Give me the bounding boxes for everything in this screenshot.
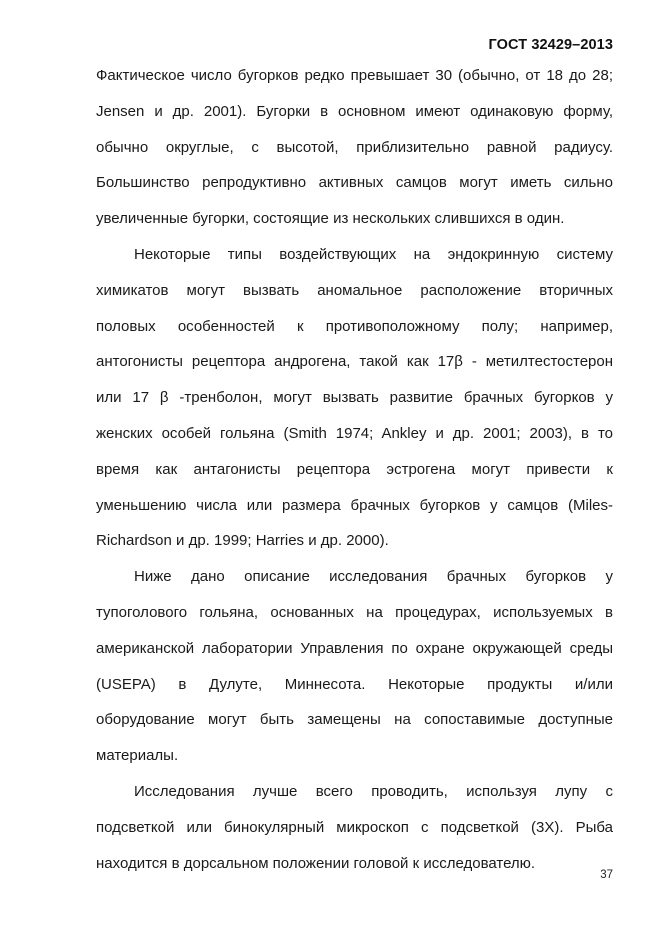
text-line: материалы. <box>96 747 179 765</box>
text-line: антогонисты рецептора андрогена, такой как 17β - метилтестостерон <box>96 353 613 371</box>
body-text <box>96 58 613 881</box>
page-header-standard: ГОСТ 32429–2013 <box>488 37 613 53</box>
text-line: подсветкой или бинокулярный микроскоп с подсветкой (3X). Рыба <box>96 818 613 836</box>
text-line: Ниже дано описание исследования брачных бугорков у <box>134 568 613 586</box>
text-line: Исследования лучше всего проводить, используя лупу с <box>134 782 613 800</box>
text-line: тупоголового гольяна, основанных на процедурах, используемых в <box>96 603 613 621</box>
text-line: женских особей гольяна (Smith 1974; Ankley и др. 2001; 2003), в то <box>96 424 613 442</box>
text-line: находится в дорсальном положении головой к исследователю. <box>96 854 536 872</box>
text-line: время как антагонисты рецептора эстрогена могут привести к <box>96 460 613 478</box>
page-number: 37 <box>600 869 613 881</box>
text-line: или 17 β -тренболон, могут вызвать развитие брачных бугорков у <box>96 389 613 407</box>
text-line: американской лаборатории Управления по охране окружающей среды <box>96 639 613 657</box>
text-line: Jensen и др. 2001). Бугорки в основном имеют одинаковую форму, <box>96 102 613 120</box>
text-line: обычно округлые, с высотой, приблизительно равной радиусу. <box>96 138 613 156</box>
text-line: Большинство репродуктивно активных самцов могут иметь сильно <box>96 174 613 192</box>
text-line: половых особенностей к противоположному полу; например, <box>96 317 613 335</box>
text-line: оборудование могут быть замещены на сопоставимые доступные <box>96 711 613 729</box>
text-line: (USEPA) в Дулуте, Миннесота. Некоторые продукты и/или <box>96 675 613 693</box>
text-line: химикатов могут вызвать аномальное расположение вторичных <box>96 281 613 299</box>
text-line: уменьшению числа или размера брачных бугорков у самцов (Miles- <box>96 496 613 514</box>
text-line: Некоторые типы воздействующих на эндокринную систему <box>134 245 613 263</box>
text-line: увеличенные бугорки, состоящие из нескольких слившихся в один. <box>96 210 565 228</box>
text-line: Фактическое число бугорков редко превышает 30 (обычно, от 18 до 28; <box>96 67 613 84</box>
text-line: Richardson и др. 1999; Harries и др. 2000). <box>96 532 389 550</box>
